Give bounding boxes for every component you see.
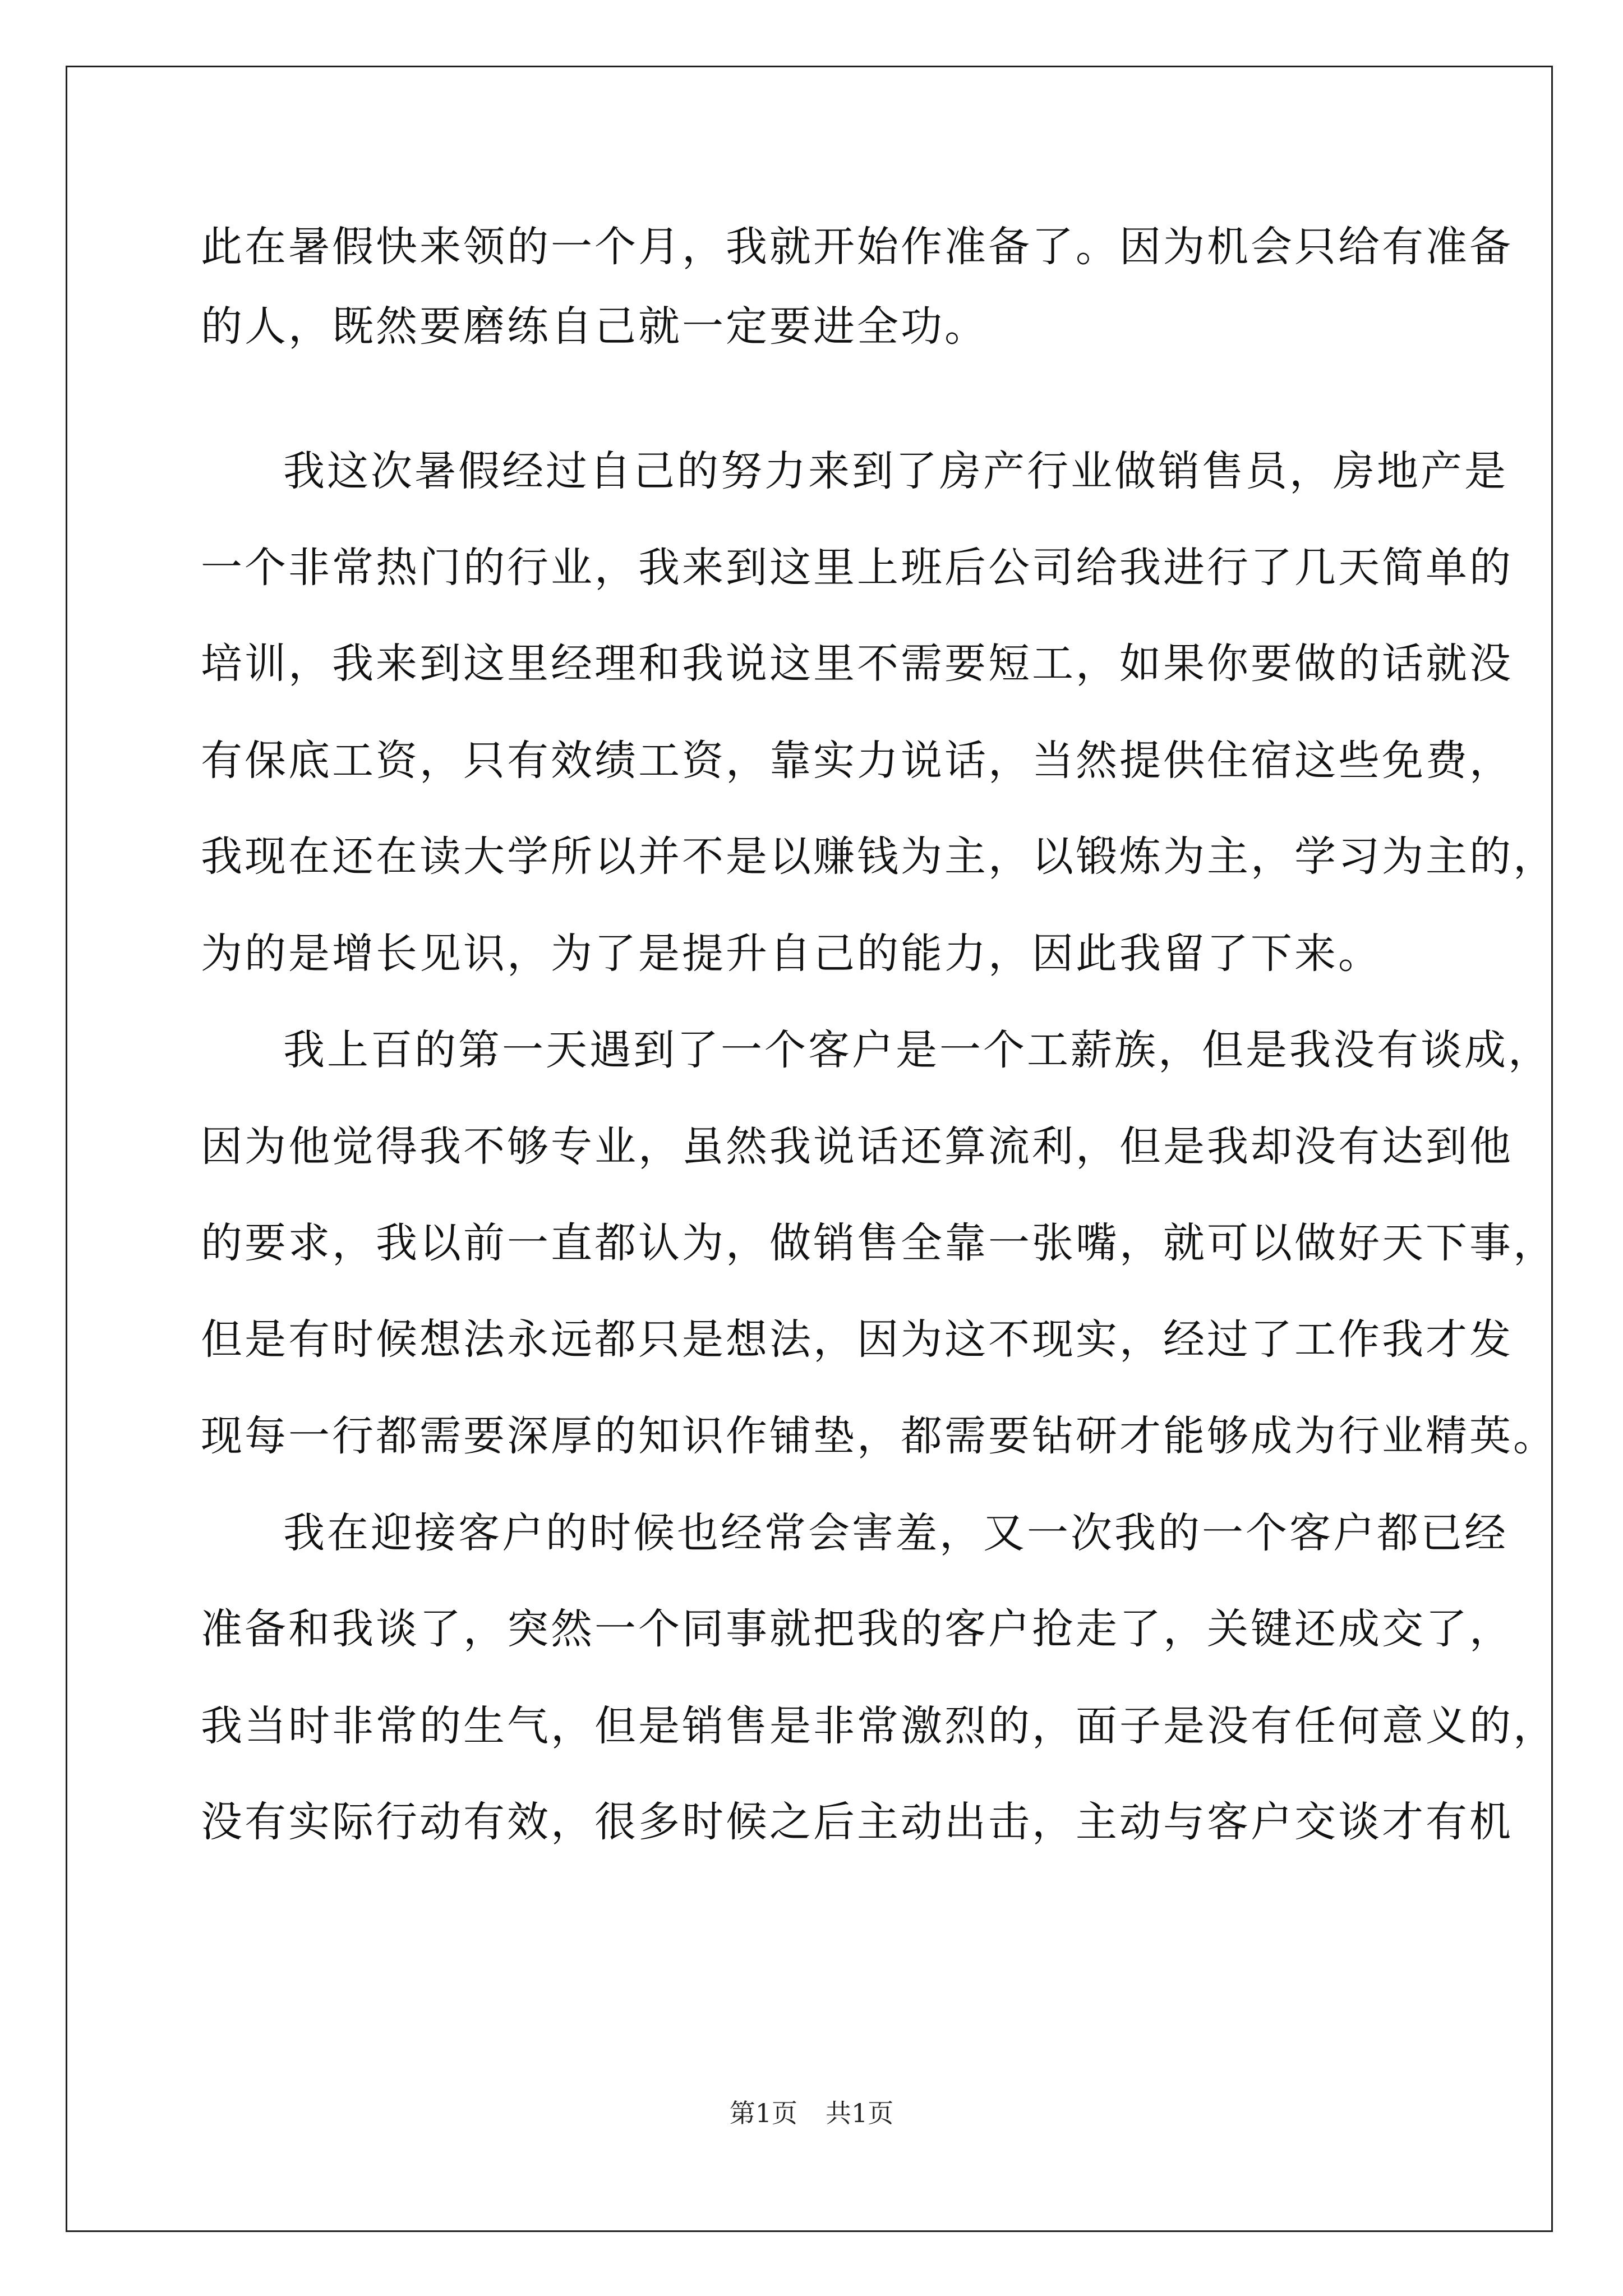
text-line: 我这次暑假经过自己的努力来到了房产行业做销售员，房地产是 xyxy=(283,447,1508,495)
text-line: 我现在还在读大学所以并不是以赚钱为主，以锻炼为主，学习为主的， xyxy=(201,832,1557,881)
page-total: 共1页 xyxy=(826,2098,894,2128)
text-line: 此在暑假快来领的一个月，我就开始作准备了。因为机会只给有准备 xyxy=(201,223,1513,271)
text-line: 培训，我来到这里经理和我说这里不需要短工，如果你要做的话就没 xyxy=(201,639,1513,688)
text-line: 的人，既然要磨练自己就一定要进全功。 xyxy=(201,302,988,351)
text-line: 我上百的第一天遇到了一个客户是一个工薪族，但是我没有谈成， xyxy=(283,1026,1552,1074)
text-line: 我当时非常的生气，但是销售是非常激烈的，面子是没有任何意义的， xyxy=(201,1702,1557,1750)
text-line: 有保底工资，只有效绩工资，靠实力说话，当然提供住宿这些免费， xyxy=(201,737,1513,785)
text-line: 准备和我谈了，突然一个同事就把我的客户抢走了，关键还成交了， xyxy=(201,1605,1513,1653)
text-line: 的要求，我以前一直都认为，做销售全靠一张嘴，就可以做好天下事， xyxy=(201,1219,1557,1267)
text-line: 没有实际行动有效，很多时候之后主动出击，主动与客户交谈才有机 xyxy=(201,1798,1513,1846)
text-line: 因为他觉得我不够专业，虽然我说话还算流利，但是我却没有达到他 xyxy=(201,1122,1513,1171)
page-number: 第1页 xyxy=(729,2098,797,2128)
text-line: 我在迎接客户的时候也经常会害羞，又一次我的一个客户都已经 xyxy=(283,1509,1508,1557)
page-footer xyxy=(0,2096,1623,2130)
text-line: 但是有时候想法永远都只是想法，因为这不现实，经过了工作我才发 xyxy=(201,1315,1513,1364)
text-line: 一个非常热门的行业，我来到这里上班后公司给我进行了几天简单的 xyxy=(201,544,1513,592)
text-line: 为的是增长见识，为了是提升自己的能力，因此我留了下来。 xyxy=(201,930,1382,978)
text-line: 现每一行都需要深厚的知识作铺垫，都需要钻研才能够成为行业精英。 xyxy=(201,1412,1557,1460)
